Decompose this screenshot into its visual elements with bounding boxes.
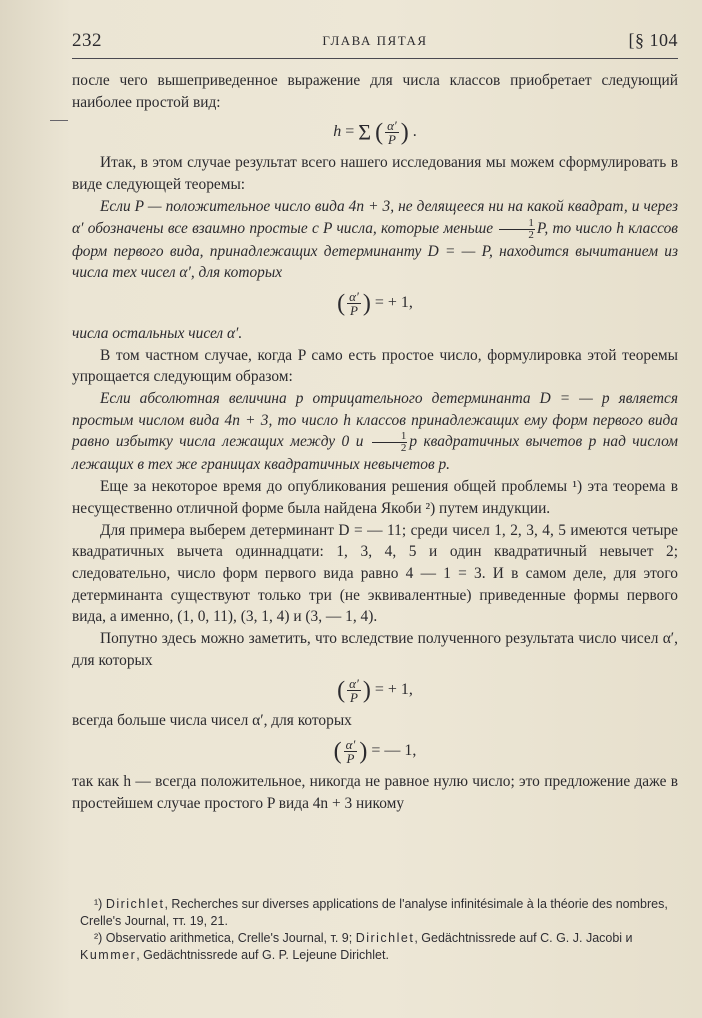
legendre-symbol: $\frac{\alpha'}{P}$ [345,737,356,767]
paragraph: Итак, в этом случае результат всего нашего исследования мы можем сформулировать в виде следующей теоремы: [72,154,678,194]
header-rule [72,58,678,59]
paragraph: Для примера выберем детерминант D = — 11; среди чисел 1, 2, 3, 4, 5 имеются четыре квадратичных вычета одиннадцати: 1, 3, 4, 5 и один квадратичный невычет 2; следовательно, число форм первого вида равно 4 — 1 = 3. И в самом деле, для этого детерминанта существуют только три (не эквивалентные) приведенные формы первого вида, а именно, (1, 0, 11), (3, 1, 4) и (3, — 1, 4). [72,521,678,626]
theorem-text: Если P — положительное число вида 4n + 3, не делящееся ни на какой квадрат, и через α′ обозначены все взаимно простые с P числа, которые меньше $\frac{1}{2}$ P, то число h классов форм первого вида, принадлежащих детерминанту D = — P, находится вычитанием из числа тех чисел α′, для которых [72,197,678,282]
formula-plus-one: ( $\frac{\alpha'}{P}$ ) = + 1, [337,676,413,706]
theorem-text: числа остальных чисел α′. [72,324,243,342]
legendre-symbol: $\frac{\alpha'}{P}$ [349,676,359,706]
page-body [72,70,678,815]
theorem-text: Если абсолютная величина p отрицательного детерминанта D = — p является простым числом вида 4n + 3, то число h классов принадлежащих ему форм первого вида равно избытку числа лежащих между 0 и $\frac{1}{2}$ p квадратичных вычетов p над числом лежащих в тех же границах квадратичных невычетов p. [72,390,678,474]
page-header [72,30,678,54]
formula-rhs: = + 1, [374,294,413,312]
author-name: Dirichlet [355,931,415,945]
author-name: Dirichlet [105,897,165,911]
footnote-2: ²) Observatio arithmetica, Crelle's Journal, т. 9; Dirichlet, Gedächtnissrede auf C. G. J. Jacobi и Kummer, Gedächtnissrede auf G. P. Lejeune Dirichlet. [80,931,633,962]
margin-mark [50,120,68,121]
paragraph: так как h — всегда положительное, никогда не равное нулю число; это предложение даже в простейшем случае простого P вида 4n + 3 никому [72,773,678,812]
formula-rhs: = + 1, [374,681,413,699]
sum-sign: Σ [358,119,372,145]
paragraph: после чего вышеприведенное выражение для числа классов приобретает следующий наиболее простой вид: [72,72,678,111]
legendre-symbol: $\frac{\alpha'}{P}$ [387,118,397,148]
footnote-1: ¹) Dirichlet, Recherches sur diverses applications de l'analyse infinitésimale à la théorie des nombres, Crelle's Journal, тт. 19, 21. [80,897,668,928]
author-name: Kummer [80,948,137,962]
formula-plus-one: ( $\frac{\alpha'}{P}$ ) = + 1, [337,288,413,318]
formula-minus-one: ( $\frac{\alpha'}{P}$ ) = — 1, [333,737,417,767]
paragraph: всегда больше числа чисел α′, для которых [72,712,352,730]
footnotes [80,896,678,964]
formula-class-number: h = Σ ( $\frac{\alpha'}{P}$ ) . [333,118,417,148]
fraction-half: $\frac{1}{2}$ [499,218,535,241]
page-number: 232 [72,30,102,51]
running-head: ГЛАВА ПЯТАЯ [322,33,428,48]
formula-lhs: h [333,123,342,141]
paragraph: В том частном случае, когда P само есть простое число, формулировка этой теоремы упрощается следующим образом: [72,346,678,386]
paragraph: Еще за некоторое время до опубликования решения общей проблемы ¹) эта теорема в несущественно отличной форме была найдена Якоби ²) путем индукции. [72,478,678,517]
fraction-half: $\frac{1}{2}$ [372,431,408,454]
section-number: [§ 104 [628,30,678,50]
legendre-symbol: $\frac{\alpha'}{P}$ [349,288,359,318]
paragraph: Попутно здесь можно заметить, что вследствие полученного результата число чисел α′, для которых [72,630,678,669]
formula-rhs: = — 1, [371,742,417,760]
